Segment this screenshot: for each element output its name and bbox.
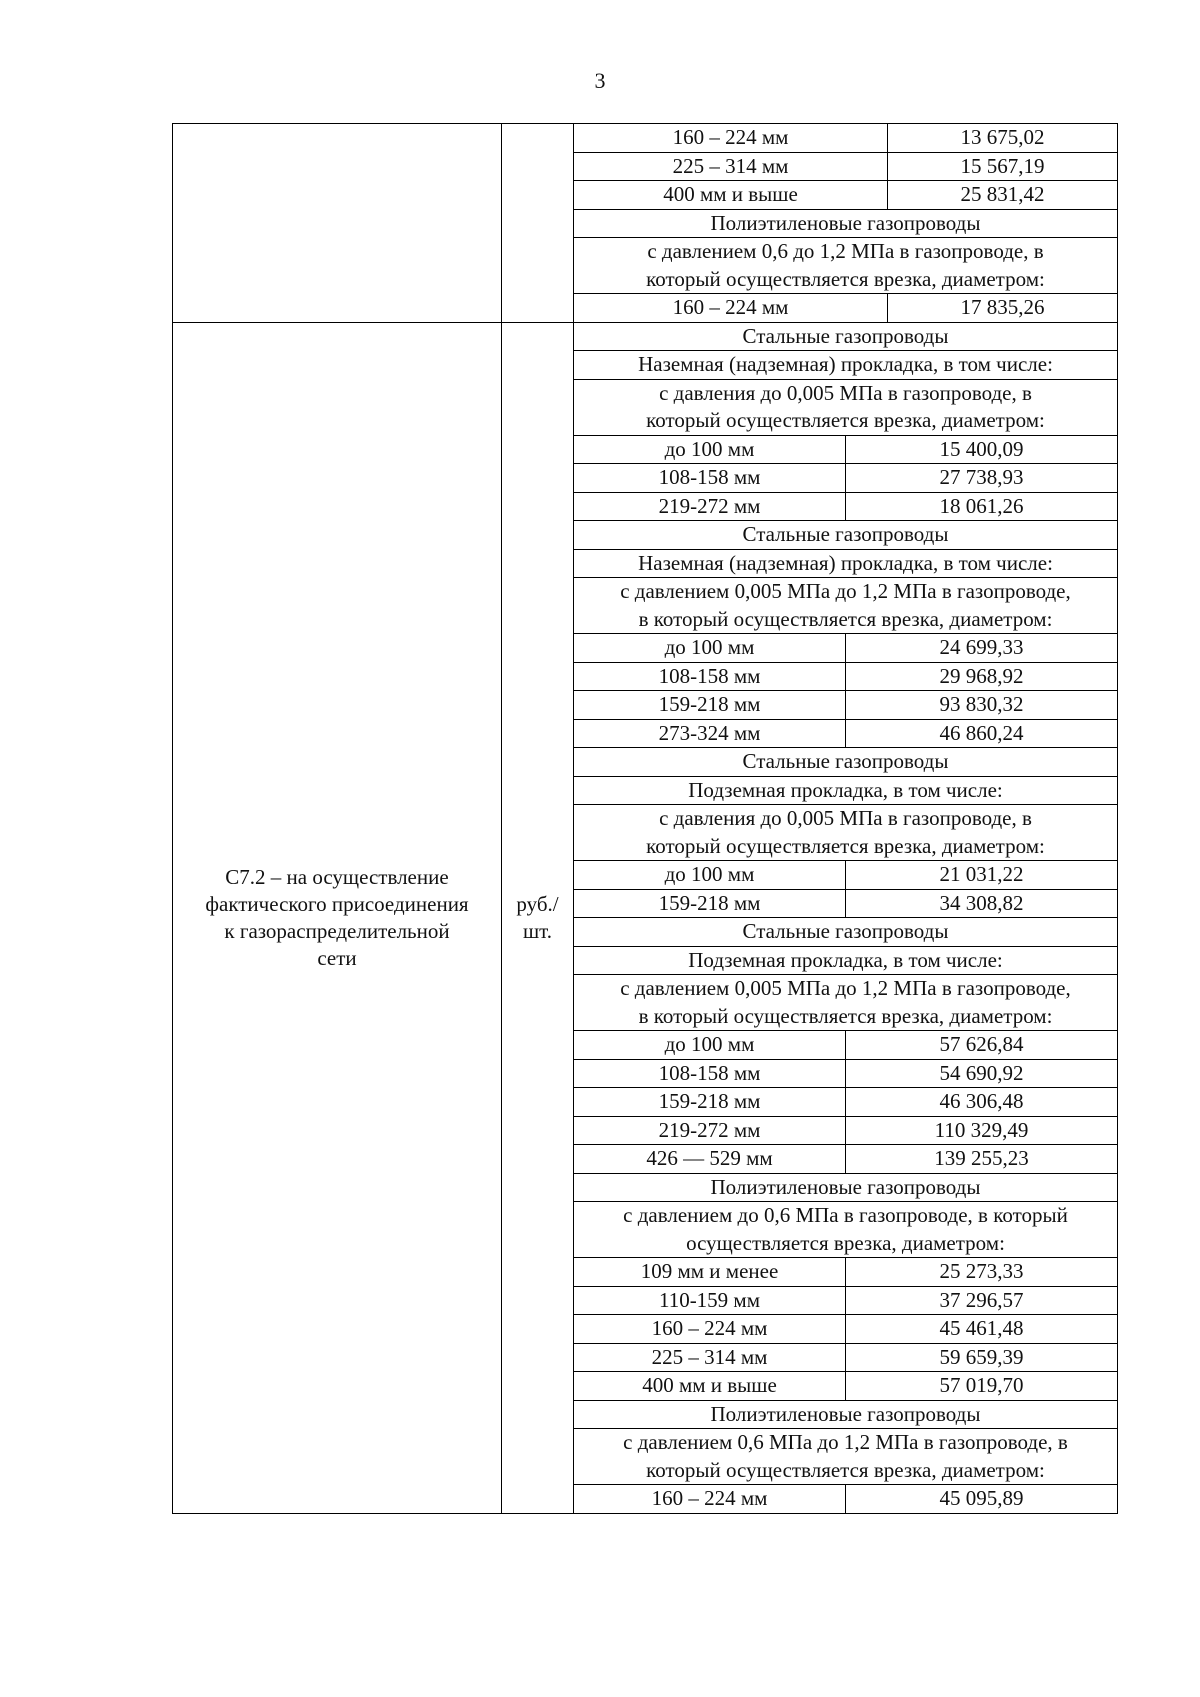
section-header: Полиэтиленовые газопроводы — [574, 1173, 1117, 1202]
section-header — [574, 238, 1117, 294]
diameter-cell: 400 мм и выше — [574, 181, 888, 210]
rate-row — [574, 719, 1117, 748]
unit-line: шт. — [522, 918, 553, 943]
section-header-row — [574, 549, 1117, 578]
section-header-row — [574, 209, 1117, 238]
section-header — [574, 1429, 1117, 1485]
service-name-line: С7.2 – на осуществление — [225, 864, 449, 889]
section-header-row — [574, 351, 1117, 380]
rate-row — [574, 435, 1117, 464]
rate-row — [574, 861, 1117, 890]
tariff-row — [173, 322, 1118, 1513]
rate-row — [574, 181, 1117, 210]
tariff-table — [172, 123, 1118, 1514]
diameter-cell: 426 — 529 мм — [574, 1145, 846, 1174]
rate-row — [574, 1116, 1117, 1145]
price-cell: 15 567,19 — [888, 152, 1118, 181]
section-header: Стальные газопроводы — [574, 918, 1117, 947]
rate-row — [574, 492, 1117, 521]
price-cell: 21 031,22 — [846, 861, 1118, 890]
section-header: Наземная (надземная) прокладка, в том числе: — [574, 549, 1117, 578]
rate-row — [574, 124, 1117, 152]
diameter-cell: 225 – 314 мм — [574, 152, 888, 181]
diameter-cell: 160 – 224 мм — [574, 124, 888, 152]
diameter-cell: 400 мм и выше — [574, 1372, 846, 1401]
diameter-cell: 273-324 мм — [574, 719, 846, 748]
section-header-line: с давлением до 0,6 МПа в газопроводе, в который — [623, 1203, 1068, 1227]
rate-row — [574, 1145, 1117, 1174]
service-name-cell — [173, 124, 502, 323]
section-header-line: с давлением 0,005 МПа до 1,2 МПа в газопроводе, — [620, 976, 1071, 1000]
rates-cell — [574, 124, 1118, 323]
section-header: Подземная прокладка, в том числе: — [574, 946, 1117, 975]
section-header-row — [574, 946, 1117, 975]
price-cell: 59 659,39 — [846, 1343, 1118, 1372]
section-header: Подземная прокладка, в том числе: — [574, 776, 1117, 805]
section-header-row — [574, 1429, 1117, 1485]
diameter-cell: 219-272 мм — [574, 1116, 846, 1145]
price-cell: 18 061,26 — [846, 492, 1118, 521]
diameter-cell: 108-158 мм — [574, 662, 846, 691]
diameter-cell: 108-158 мм — [574, 1059, 846, 1088]
section-header — [574, 578, 1117, 634]
price-cell: 37 296,57 — [846, 1286, 1118, 1315]
section-header: Стальные газопроводы — [574, 748, 1117, 777]
section-header — [574, 805, 1117, 861]
section-header: Стальные газопроводы — [574, 521, 1117, 550]
price-cell: 17 835,26 — [960, 295, 1045, 319]
section-header-line: который осуществляется врезка, диаметром: — [646, 408, 1045, 432]
section-header-line: осуществляется врезка, диаметром: — [686, 1230, 1005, 1255]
unit-cell — [502, 322, 574, 1513]
price-cell: 15 400,09 — [846, 435, 1118, 464]
section-header-line: с давлением 0,6 МПа до 1,2 МПа в газопроводе, в — [623, 1430, 1068, 1454]
diameter-cell: до 100 мм — [574, 861, 846, 890]
section-header — [574, 975, 1117, 1031]
service-name-line: к газораспределительной — [224, 918, 450, 943]
price-cell: 110 329,49 — [846, 1116, 1118, 1145]
section-header-row — [574, 1400, 1117, 1429]
section-header — [574, 379, 1117, 435]
rate-row — [574, 1343, 1117, 1372]
page-number: 3 — [594, 68, 606, 93]
unit-line: руб./ — [516, 891, 559, 916]
section-header-line: в который осуществляется врезка, диаметром: — [638, 1003, 1053, 1028]
section-header-row — [574, 1202, 1117, 1258]
diameter-cell: 159-218 мм — [574, 889, 846, 918]
diameter-cell: 159-218 мм — [574, 1088, 846, 1117]
service-name-line: сети — [317, 945, 357, 970]
section-header-line: который осуществляется врезка, диаметром: — [646, 266, 1045, 291]
price-cell: 139 255,23 — [846, 1145, 1118, 1174]
section-header: Наземная (надземная) прокладка, в том числе: — [574, 351, 1117, 380]
rate-row — [574, 152, 1117, 181]
rate-row — [574, 634, 1117, 663]
price-cell: 13 675,02 — [888, 124, 1118, 152]
section-header: Стальные газопроводы — [574, 323, 1117, 351]
diameter-cell: 160 – 224 мм — [574, 294, 888, 322]
diameter-cell: 108-158 мм — [574, 464, 846, 493]
section-header-row — [574, 805, 1117, 861]
section-header-row — [574, 521, 1117, 550]
section-header-row — [574, 238, 1117, 294]
diameter-cell: 110-159 мм — [574, 1286, 846, 1315]
unit-cell — [502, 124, 574, 323]
rate-row — [574, 1258, 1117, 1287]
section-header-line: с давления до 0,005 МПа в газопроводе, в — [659, 380, 1032, 405]
price-cell: 57 626,84 — [846, 1031, 1118, 1060]
section-header-row — [574, 776, 1117, 805]
price-cell: 34 308,82 — [846, 889, 1118, 918]
section-header-line: который осуществляется врезка, диаметром: — [646, 833, 1045, 858]
diameter-cell: 160 – 224 мм — [574, 1485, 846, 1513]
price-cell: 27 738,93 — [846, 464, 1118, 493]
section-header-row — [574, 975, 1117, 1031]
diameter-cell: 109 мм и менее — [574, 1258, 846, 1287]
diameter-cell: до 100 мм — [574, 634, 846, 663]
rate-row — [574, 1059, 1117, 1088]
price-cell: 25 831,42 — [888, 181, 1118, 210]
section-header: Полиэтиленовые газопроводы — [574, 1400, 1117, 1429]
price-cell: 54 690,92 — [846, 1059, 1118, 1088]
rate-row — [574, 1315, 1117, 1344]
rates-cell — [574, 322, 1118, 1513]
diameter-cell: до 100 мм — [574, 435, 846, 464]
price-cell: 57 019,70 — [846, 1372, 1118, 1401]
section-header-row — [574, 1173, 1117, 1202]
diameter-cell: 219-272 мм — [574, 492, 846, 521]
section-header-row — [574, 918, 1117, 947]
price-cell: 46 306,48 — [846, 1088, 1118, 1117]
diameter-cell: 160 – 224 мм — [574, 1315, 846, 1344]
rate-row — [574, 662, 1117, 691]
section-header-line: который осуществляется врезка, диаметром: — [646, 1457, 1045, 1482]
section-header: Полиэтиленовые газопроводы — [574, 209, 1117, 238]
price-cell: 25 273,33 — [846, 1258, 1118, 1287]
price-cell: 45 461,48 — [846, 1315, 1118, 1344]
section-header-line: с давлением 0,005 МПа до 1,2 МПа в газопроводе, — [620, 579, 1071, 603]
price-cell: 29 968,92 — [846, 662, 1118, 691]
section-header-row — [574, 578, 1117, 634]
rate-row — [574, 889, 1117, 918]
section-header-line: с давления до 0,005 МПа в газопроводе, в — [659, 806, 1032, 830]
price-cell: 93 830,32 — [846, 691, 1118, 720]
rate-row — [574, 464, 1117, 493]
rate-row — [574, 1031, 1117, 1060]
section-header-row — [574, 379, 1117, 435]
price-cell: 46 860,24 — [846, 719, 1118, 748]
rate-row — [574, 294, 1117, 322]
rate-row — [574, 1088, 1117, 1117]
diameter-cell: 159-218 мм — [574, 691, 846, 720]
rates-table — [574, 323, 1117, 1513]
rate-row — [574, 1372, 1117, 1401]
service-name-cell — [173, 322, 502, 1513]
rate-row — [574, 1286, 1117, 1315]
rates-table — [574, 124, 1117, 322]
rate-row — [574, 691, 1117, 720]
rate-row — [574, 1485, 1117, 1513]
section-header-line: в который осуществляется врезка, диаметром: — [638, 606, 1053, 631]
diameter-cell: 225 – 314 мм — [574, 1343, 846, 1372]
diameter-cell: до 100 мм — [574, 1031, 846, 1060]
section-header — [574, 1202, 1117, 1258]
section-header-row — [574, 748, 1117, 777]
service-name-line: фактического присоединения — [205, 891, 469, 916]
price-cell: 24 699,33 — [846, 634, 1118, 663]
tariff-row — [173, 124, 1118, 323]
section-header-row — [574, 323, 1117, 351]
section-header-line: с давлением 0,6 до 1,2 МПа в газопроводе, в — [647, 239, 1044, 263]
price-cell: 45 095,89 — [939, 1486, 1024, 1510]
